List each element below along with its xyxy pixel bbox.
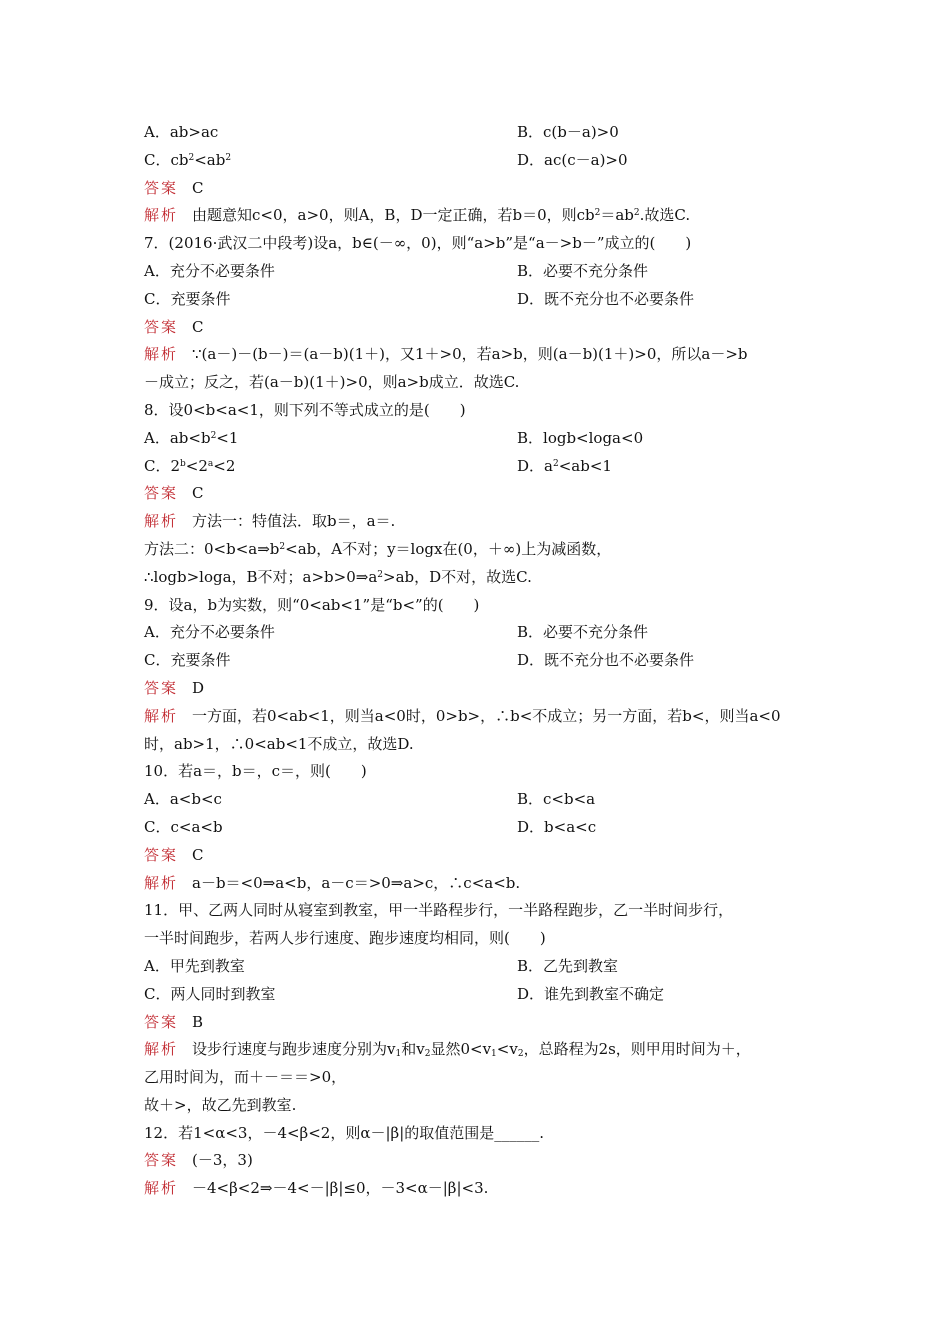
q11-stem-line-2: 一半时间跑步，若两人步行速度、跑步速度均相同，则( ) (144, 929, 546, 948)
q9-answer: 答案 D (144, 678, 205, 697)
answer-label: 答案 (144, 178, 179, 197)
q7-option-a: A．充分不必要条件 (144, 261, 275, 280)
q10-options-row-1 (144, 786, 824, 814)
q6-analysis: 解析 由题意知c<0，a>0，则A，B，D一定正确，若b＝0，则$cb^2=ab^2$.故选C. (144, 206, 691, 225)
q8-options-row-1 (144, 425, 824, 453)
q10-option-c: C．c<a<b (144, 817, 223, 836)
q6-options-row-1 (144, 119, 824, 147)
q10-stem: 10．若a＝，b＝，c＝，则( ) (144, 762, 367, 781)
q7-options-row-2 (144, 286, 824, 314)
analysis-label: 解析 (144, 1040, 179, 1059)
q10-analysis: 解析 a－b＝<0⇒a<b，a－c＝>0⇒a>c，∴c<a<b. (144, 873, 521, 892)
q12-stem: 12．若1<α<3，－4<β<2，则α－|β|的取值范围是______. (144, 1123, 545, 1142)
q9-options-row-1 (144, 619, 824, 647)
q9-analysis-line-1: 解析 一方面，若0<ab<1，则当a<0时，0>b>，∴b<不成立；另一方面，若b<，则当a<0 (144, 706, 781, 725)
q10-options-row-2 (144, 814, 824, 842)
q10-option-b: B．c<b<a (517, 790, 596, 809)
q11-stem-line-1: 11．甲、乙两人同时从寝室到教室，甲一半路程步行，一半路程跑步，乙一半时间步行， (144, 901, 734, 920)
q8-analysis: 解析 方法一：特值法．取b＝，a＝. (144, 512, 396, 531)
q11-options-row-2 (144, 981, 824, 1009)
q6-option-a: A．ab>ac (144, 123, 219, 141)
q7-option-c: C．充要条件 (144, 289, 231, 308)
q8-option-a: A．$ab<b^2<1$ (144, 428, 239, 447)
q11-option-d: D．谁先到教室不确定 (517, 984, 665, 1003)
answer-label: 答案 (144, 678, 179, 697)
q9-stem: 9．设a，b为实数，则“0<ab<1”是“b<”的( ) (144, 595, 480, 614)
q8-option-c: C．$2^b<2^a<2$ (144, 456, 236, 475)
q8-option-d: D．$a^2<ab<1$ (517, 456, 612, 475)
q12-analysis: 解析 －4<β<2⇒－4<－|β|≤0，－3<α－|β|<3. (144, 1179, 489, 1198)
q6-answer: 答案 C (144, 178, 204, 197)
q11-option-a: A．甲先到教室 (144, 956, 245, 975)
q8-answer: 答案 C (144, 484, 204, 503)
q6-option-b: B．c(b－a)>0 (517, 123, 619, 141)
q9-option-d: D．既不充分也不必要条件 (517, 651, 695, 670)
q6-options-row-2 (144, 147, 824, 175)
answer-label: 答案 (144, 1012, 179, 1031)
q11-options-row-1 (144, 953, 824, 981)
q7-stem: 7．(2016·武汉二中段考)设a，b∈(－∞，0)，则“a>b”是“a－>b－”成立的( ) (144, 234, 692, 253)
q8-stem: 8．设0<b<a<1，则下列不等式成立的是( ) (144, 400, 466, 419)
answer-label: 答案 (144, 484, 179, 503)
document-page (144, 119, 824, 1203)
analysis-label: 解析 (144, 345, 179, 364)
q8-options-row-2 (144, 453, 824, 481)
q11-analysis-line-2: 乙用时间为，而＋－＝＝>0， (144, 1068, 347, 1087)
analysis-label: 解析 (144, 512, 179, 531)
q11-option-c: C．两人同时到教室 (144, 984, 276, 1003)
q10-option-a: A．a<b<c (144, 790, 222, 809)
q9-analysis-line-2: 时，ab>1，∴0<ab<1不成立，故选D. (144, 734, 414, 753)
analysis-label: 解析 (144, 1179, 179, 1198)
q9-option-c: C．充要条件 (144, 651, 231, 670)
q11-analysis-line-3: 故＋>，故乙先到教室. (144, 1095, 297, 1114)
q9-option-b: B．必要不充分条件 (517, 623, 649, 642)
q7-analysis-line-1: 解析 ∵(a－)－(b－)＝(a－b)(1＋)，又1＋>0，若a>b，则(a－b)(1＋)>0，所以a－>b (144, 345, 748, 364)
q8-method-2-cont: ∴logb>loga，B不对；$a>b>0\Rightarrow a^2>ab$，D不对，故选C. (144, 567, 532, 586)
q7-options-row-1 (144, 258, 824, 286)
q8-option-b: B．logb<loga<0 (517, 428, 644, 447)
q9-option-a: A．充分不必要条件 (144, 623, 275, 642)
answer-label: 答案 (144, 317, 179, 336)
answer-label: 答案 (144, 845, 179, 864)
q11-answer: 答案 B (144, 1012, 204, 1031)
q9-options-row-2 (144, 647, 824, 675)
analysis-label: 解析 (144, 206, 179, 225)
q10-option-d: D．b<a<c (517, 817, 597, 836)
q7-option-d: D．既不充分也不必要条件 (517, 289, 695, 308)
q11-option-b: B．乙先到教室 (517, 956, 619, 975)
answer-label: 答案 (144, 1151, 179, 1170)
q8-method-2: 方法二：$0<b<a\Rightarrow b^2<ab$，A不对；y＝logx在(0，＋∞)上为减函数， (144, 539, 612, 558)
q12-answer: 答案 (－3，3) (144, 1151, 253, 1170)
q11-analysis-line-1: 解析 设步行速度与跑步速度分别为$v_1$和$v_2$显然$0<v_1<v_2$，总路程为2s，则甲用时间为＋， (144, 1040, 751, 1060)
q6-option-d: D．ac(c－a)>0 (517, 150, 628, 169)
analysis-label: 解析 (144, 706, 179, 725)
q7-analysis-line-2: －成立；反之，若(a－b)(1＋)>0，则a>b成立．故选C. (144, 373, 520, 392)
q6-option-c: C．$cb^2<ab^2$ (144, 150, 232, 169)
q7-option-b: B．必要不充分条件 (517, 261, 649, 280)
analysis-label: 解析 (144, 873, 179, 892)
q10-answer: 答案 C (144, 845, 204, 864)
q7-answer: 答案 C (144, 317, 204, 336)
